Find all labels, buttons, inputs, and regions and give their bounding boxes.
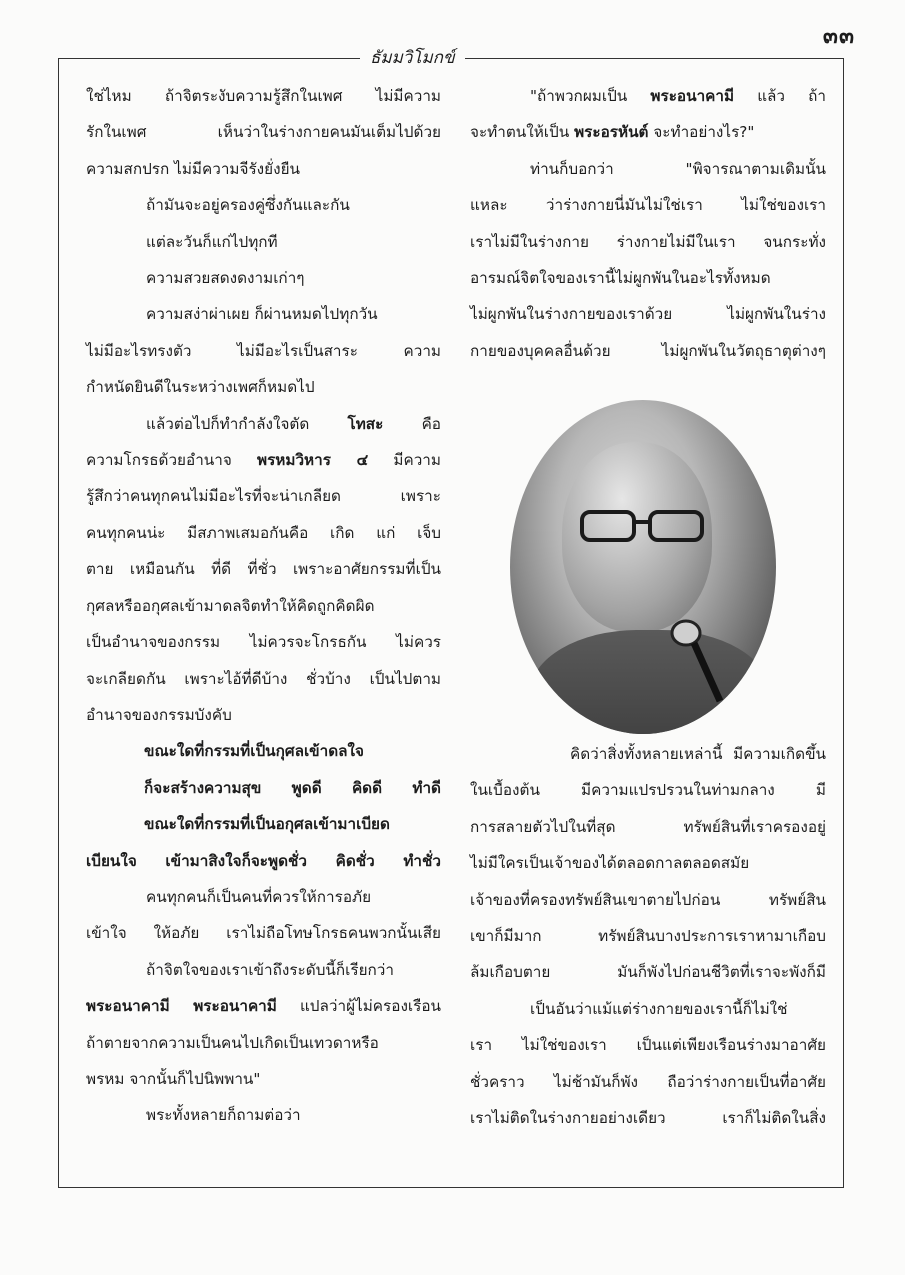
text-line: พระอนาคามี พระอนาคามี แปลว่าผู้ไม่ครองเรือน (86, 997, 441, 1016)
text-line: เข้าใจ ให้อภัย เราไม่ถือโทษโกรธคนพวกนั้นเสีย (86, 924, 441, 943)
left-column (86, 78, 441, 1134)
text-line: ขณะใดที่กรรมที่เป็นอกุศลเข้ามาเบียด (144, 815, 390, 834)
text-line: อารมณ์จิตใจของเรานี้ไม่ผูกพันในอะไรทั้งหมด (470, 269, 771, 288)
text-line: ถ้าจิตใจของเราเข้าถึงระดับนี้ก็เรียกว่า (146, 960, 394, 979)
text-line: ชั่วคราว ไม่ช้ามันก็พัง ถือว่าร่างกายเป็นที่อาศัย (470, 1072, 826, 1091)
text-line: คนทุกคนก็เป็นคนที่ควรให้การอภัย (146, 887, 372, 906)
right-column-top (470, 78, 826, 369)
page-number: ๓๓ (822, 24, 855, 49)
text-line: ขณะใดที่กรรมที่เป็นกุศลเข้าดลใจ (144, 742, 364, 761)
text-line: เราไม่ติดในร่างกายอย่างเดียว เราก็ไม่ติดในสิ่ง (470, 1109, 826, 1128)
text-line: กุศลหรืออกุศลเข้ามาดลจิตทำให้คิดถูกคิดผิด (86, 596, 375, 615)
text-line: เจ้าของที่ครองทรัพย์สินเขาตายไปก่อน ทรัพย์สิน (470, 890, 826, 909)
text-line: จะเกลียดกัน เพราะไอ้ที่ดีบ้าง ชั่วบ้าง เป็นไปตาม (86, 669, 441, 688)
text-line: ตาย เหมือนกัน ที่ดี ที่ชั่ว เพราะอาศัยกรรมที่เป็น (86, 560, 441, 579)
text-line: รักในเพศ เห็นว่าในร่างกายคนมันเต็มไปด้วย (86, 123, 441, 142)
text-line: ก็จะสร้างความสุข พูดดี คิดดี ทำดี (144, 778, 441, 797)
text-line: ล้มเกือบตาย มันก็พังไปก่อนชีวิตที่เราจะพังก็มี (470, 963, 826, 982)
text-line: กำหนัดยินดีในระหว่างเพศก็หมดไป (86, 378, 315, 397)
text-line: ท่านก็บอกว่า "พิจารณาตามเดิมนั้น (530, 159, 826, 178)
text-line: เป็นอันว่าแม้แต่ร่างกายของเรานี้ก็ไม่ใช่ (530, 999, 788, 1018)
text-line: อำนาจของกรรมบังคับ (86, 705, 232, 724)
text-line: ความสวยสดงดงามเก่าๆ (146, 269, 305, 288)
text-line: ความโกรธด้วยอำนาจ พรหมวิหาร ๔ มีความ (86, 451, 441, 470)
microphone-icon (670, 615, 730, 705)
text-line: แล้วต่อไปก็ทำกำลังใจตัด โทสะ คือ (146, 414, 441, 433)
text-line: คนทุกคนน่ะ มีสภาพเสมอกันคือ เกิด แก่ เจ็บ (86, 523, 441, 542)
monk-portrait-photo (510, 400, 776, 734)
text-line: ความสง่าผ่าเผย ก็ผ่านหมดไปทุกวัน (146, 305, 378, 324)
text-line: เขาก็มีมาก ทรัพย์สินบางประการเราหามาเกือบ (470, 927, 826, 946)
running-header-title: ธัมมวิโมกข์ (360, 44, 465, 71)
text-line: ในเบื้องต้น มีความแปรปรวนในท่ามกลาง มี (470, 781, 826, 800)
text-line: "ถ้าพวกผมเป็น พระอนาคามี แล้ว ถ้า (530, 87, 826, 105)
text-line: ไม่มีอะไรทรงตัว ไม่มีอะไรเป็นสาระ ความ (86, 341, 441, 360)
text-line: การสลายตัวไปในที่สุด ทรัพย์สินที่เราครองอยู่ (470, 817, 826, 836)
text-line: ถ้าตายจากความเป็นคนไปเกิดเป็นเทวดาหรือ (86, 1033, 379, 1052)
text-line: เรา ไม่ใช่ของเรา เป็นแต่เพียงเรือนร่างมาอาศัย (470, 1036, 826, 1055)
text-line: ไม่ผูกพันในร่างกายของเราด้วย ไม่ผูกพันในร่าง (470, 305, 826, 324)
text-line: แต่ละวันก็แก่ไปทุกที (146, 232, 278, 251)
text-line: ใช่ไหม ถ้าจิตระงับความรู้สึกในเพศ ไม่มีความ (86, 87, 441, 105)
text-line: ถ้ามันจะอยู่ครองคู่ซึ่งกันและกัน (146, 196, 350, 215)
text-line: เราไม่มีในร่างกาย ร่างกายไม่มีในเรา จนกระทั่ง (470, 232, 826, 251)
text-line: เป็นอำนาจของกรรม ไม่ควรจะโกรธกัน ไม่ควร (86, 633, 441, 652)
eyeglasses-icon (580, 508, 710, 544)
text-line: คิดว่าสิ่งทั้งหลายเหล่านี้ มีความเกิดขึ้น (570, 745, 826, 763)
right-column-bottom (470, 736, 826, 1136)
portrait-robe (530, 630, 770, 734)
text-line: ไม่มีใครเป็นเจ้าของได้ตลอดกาลตลอดสมัย (470, 854, 750, 873)
text-line: เบียนใจ เข้ามาสิงใจก็จะพูดชั่ว คิดชั่ว ทำชั่ว (86, 851, 441, 870)
text-line: กายของบุคคลอื่นด้วย ไม่ผูกพันในวัตถุธาตุต่างๆ (470, 341, 826, 360)
text-line: พระทั้งหลายก็ถามต่อว่า (146, 1106, 301, 1125)
text-line: ความสกปรก ไม่มีความจีรังยั่งยืน (86, 159, 300, 178)
text-line: รู้สึกว่าคนทุกคนไม่มีอะไรที่จะน่าเกลียด เพราะ (86, 487, 441, 506)
text-line: พรหม จากนั้นก็ไปนิพพาน" (86, 1069, 261, 1088)
text-line: แหละ ว่าร่างกายนี่มันไม่ใช่เรา ไม่ใช่ของเรา (470, 196, 826, 215)
text-line: จะทำตนให้เป็น พระอรหันต์ จะทำอย่างไร?" (470, 123, 755, 142)
